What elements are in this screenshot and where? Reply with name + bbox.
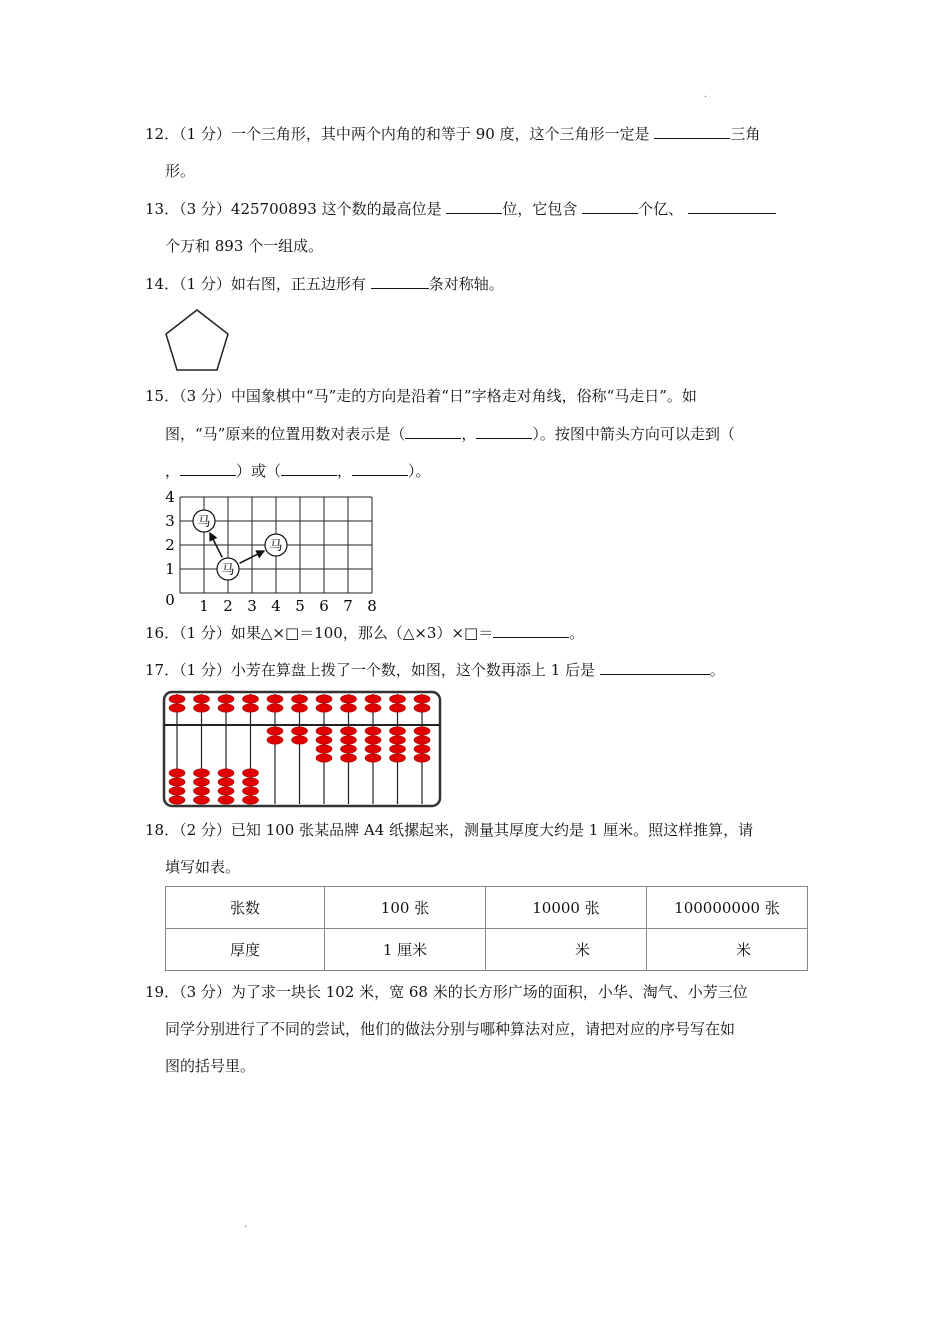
abacus-bead <box>169 787 185 795</box>
horse-piece-label: 马 <box>221 563 235 578</box>
abacus-bead <box>316 695 332 703</box>
abacus-bead <box>341 736 357 744</box>
abacus-bead <box>365 695 381 703</box>
abacus-bead <box>243 704 259 712</box>
y-tick-label: 2 <box>165 536 175 554</box>
abacus-bead <box>218 704 234 712</box>
abacus-bead <box>194 769 210 777</box>
footer-dot: · <box>244 1222 248 1233</box>
answer-blank[interactable] <box>654 124 730 139</box>
abacus-bead <box>390 754 406 762</box>
question-17: 17．（1 分）小芳在算盘上拨了一个数，如图，这个数再添上 1 后是 。 <box>145 661 725 679</box>
abacus-bead <box>292 727 308 735</box>
abacus-bead <box>194 695 210 703</box>
pentagon-figure <box>160 305 236 375</box>
abacus-bead <box>218 695 234 703</box>
abacus-bead <box>365 727 381 735</box>
y-tick-label: 3 <box>165 512 175 530</box>
table-cell-answer[interactable]: 米 <box>486 929 647 971</box>
abacus-bead <box>169 769 185 777</box>
question-15-cont2: ， ）或（ ， ）。 <box>165 462 431 480</box>
abacus-bead <box>390 736 406 744</box>
x-tick-label: 1 <box>199 597 209 615</box>
abacus-bead <box>365 754 381 762</box>
answer-blank[interactable] <box>281 461 337 476</box>
abacus-bead <box>341 695 357 703</box>
x-tick-label: 8 <box>367 597 377 615</box>
abacus-bead <box>267 704 283 712</box>
abacus-bead <box>390 695 406 703</box>
abacus-bead <box>169 704 185 712</box>
abacus-bead <box>316 727 332 735</box>
question-12-cont: 形。 <box>165 162 196 180</box>
x-tick-label: 2 <box>223 597 233 615</box>
answer-blank[interactable] <box>352 461 408 476</box>
abacus-bead <box>414 754 430 762</box>
abacus-bead <box>341 704 357 712</box>
table-cell: 10000 张 <box>486 887 647 929</box>
abacus-bead <box>365 745 381 753</box>
answer-blank[interactable] <box>582 199 638 214</box>
abacus-figure <box>162 690 442 808</box>
table-cell: 100 张 <box>325 887 486 929</box>
abacus-bead <box>390 704 406 712</box>
abacus-bead <box>341 754 357 762</box>
abacus-bead <box>218 778 234 786</box>
abacus-bead <box>414 745 430 753</box>
abacus-bead <box>267 727 283 735</box>
answer-blank[interactable] <box>688 199 776 214</box>
table-row <box>166 929 808 971</box>
abacus-bead <box>390 745 406 753</box>
y-tick-label: 0 <box>165 591 175 609</box>
question-19-cont: 同学分别进行了不同的尝试，他们的做法分别与哪种算法对应，请把对应的序号写在如 <box>165 1020 736 1038</box>
answer-blank[interactable] <box>493 623 569 638</box>
abacus-bead <box>243 778 259 786</box>
chess-grid-figure <box>155 485 395 615</box>
y-tick-label: 1 <box>165 560 175 578</box>
abacus-bead <box>169 796 185 804</box>
question-12: 12．（1 分）一个三角形，其中两个内角的和等于 90 度，这个三角形一定是 三角 <box>145 125 761 143</box>
abacus-bead <box>414 727 430 735</box>
question-19: 19．（3 分）为了求一块长 102 米，宽 68 米的长方形广场的面积，小华、淘气、小芳三位 <box>145 983 748 1001</box>
abacus-bead <box>243 787 259 795</box>
x-tick-label: 4 <box>271 597 281 615</box>
abacus-bead <box>218 796 234 804</box>
abacus-bead <box>316 704 332 712</box>
abacus-bead <box>292 704 308 712</box>
x-tick-label: 3 <box>247 597 257 615</box>
y-tick-label: 4 <box>165 488 175 506</box>
abacus-bead <box>218 769 234 777</box>
abacus-bead <box>243 796 259 804</box>
horse-piece-label: 马 <box>197 515 211 530</box>
abacus-bead <box>243 695 259 703</box>
abacus-bead <box>218 787 234 795</box>
abacus-bead <box>316 754 332 762</box>
abacus-bead <box>341 727 357 735</box>
answer-blank[interactable] <box>371 274 429 289</box>
question-15: 15．（3 分）中国象棋中“马”走的方向是沿着“日”字格走对角线，俗称“马走日”。如 <box>145 387 697 405</box>
table-cell-answer[interactable]: 米 <box>647 929 808 971</box>
abacus-bead <box>316 736 332 744</box>
abacus-bead <box>194 778 210 786</box>
abacus-bead <box>194 796 210 804</box>
abacus-bead <box>414 704 430 712</box>
question-19-cont2: 图的括号里。 <box>165 1057 256 1075</box>
answer-blank[interactable] <box>405 424 461 439</box>
abacus-bead <box>267 736 283 744</box>
abacus-bead <box>390 727 406 735</box>
table-cell: 1 厘米 <box>325 929 486 971</box>
abacus-bead <box>267 695 283 703</box>
abacus-bead <box>194 787 210 795</box>
abacus-bead <box>365 736 381 744</box>
abacus-bead <box>365 704 381 712</box>
question-15-cont: 图，“马”原来的位置用数对表示是（ ， ）。按图中箭头方向可以走到（ <box>165 425 735 443</box>
abacus-bead <box>414 695 430 703</box>
question-18: 18．（2 分）已知 100 张某品牌 A4 纸摞起来，测量其厚度大约是 1 厘米。照这样推算，请 <box>145 821 754 839</box>
horse-piece-label: 马 <box>269 539 283 554</box>
question-16: 16．（1 分）如果△×□＝100，那么（△×3）×□＝ 。 <box>145 624 585 642</box>
abacus-bead <box>292 736 308 744</box>
abacus-bead <box>414 736 430 744</box>
question-13-cont: 个万和 893 个一组成。 <box>165 237 324 255</box>
answer-blank[interactable] <box>600 660 710 675</box>
answer-blank[interactable] <box>476 424 532 439</box>
answer-blank[interactable] <box>446 199 502 214</box>
abacus-bead <box>243 769 259 777</box>
abacus-bead <box>341 745 357 753</box>
x-tick-label: 5 <box>295 597 305 615</box>
thickness-table <box>165 886 808 971</box>
table-cell: 厚度 <box>166 929 325 971</box>
abacus-bead <box>194 704 210 712</box>
table-cell: 张数 <box>166 887 325 929</box>
table-row <box>166 887 808 929</box>
header-dot: · <box>704 92 708 103</box>
question-14: 14．（1 分）如右图，正五边形有 条对称轴。 <box>145 275 504 293</box>
table-cell: 100000000 张 <box>647 887 808 929</box>
answer-blank[interactable] <box>180 461 236 476</box>
abacus-bead <box>316 745 332 753</box>
x-tick-label: 7 <box>343 597 353 615</box>
abacus-bead <box>292 695 308 703</box>
question-13: 13．（3 分）425700893 这个数的最高位是 位，它包含 个亿、 <box>145 199 776 219</box>
abacus-bead <box>169 695 185 703</box>
question-18-cont: 填写如表。 <box>165 858 241 876</box>
abacus-bead <box>169 778 185 786</box>
x-tick-label: 6 <box>319 597 329 615</box>
